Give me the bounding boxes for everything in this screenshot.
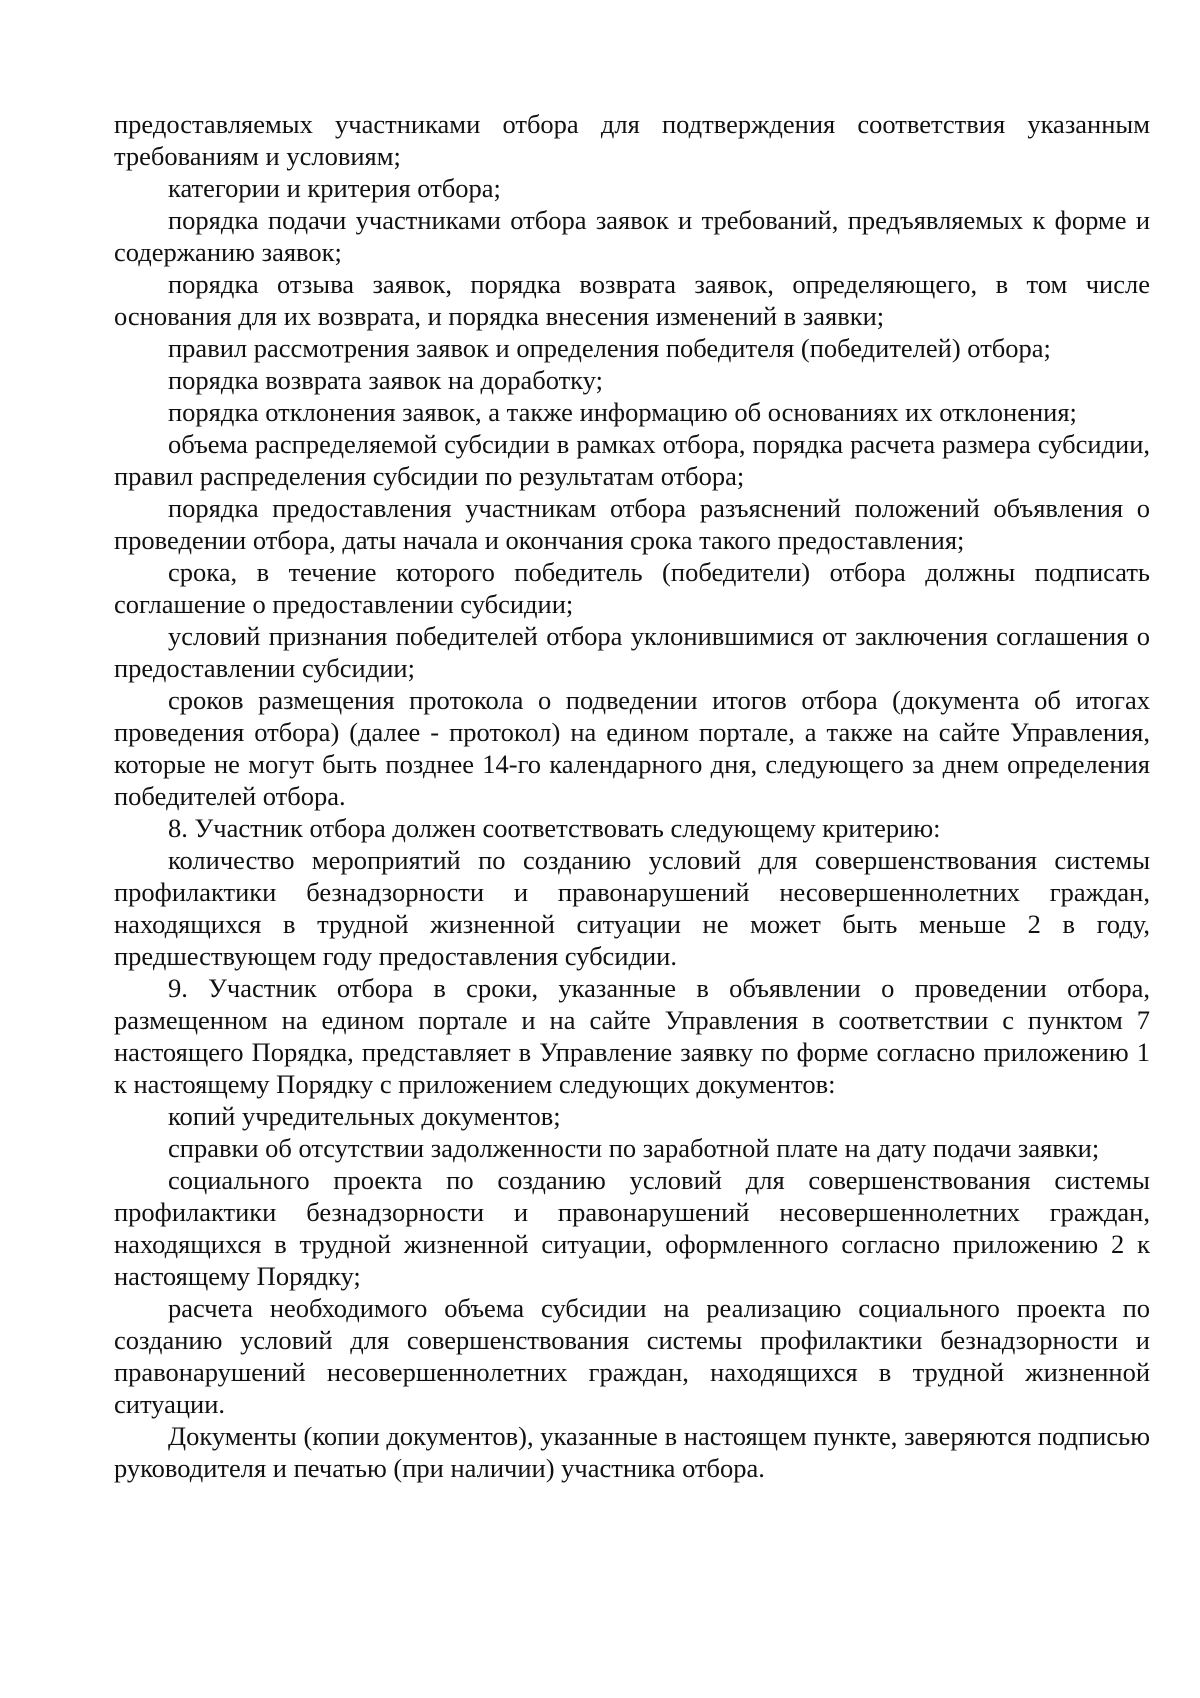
paragraph-application-withdrawal: порядка отзыва заявок, порядка возврата заявок, определяющего, в том числе основания для их возврата, и порядка внесения изменений в заявки; xyxy=(114,269,1150,331)
paragraph-item-9: 9. Участник отбора в сроки, указанные в объявлении о проведении отбора, размещенном на едином портале и на сайте Управления в соответствии с пунктом 7 настоящего Порядка, представляет в Управление заявку по форме согласно приложению 1 к настоящему Порядку с приложением следующих документов: xyxy=(114,973,1150,1099)
paragraph-category-criteria: категории и критерия отбора; xyxy=(168,173,501,203)
paragraph-protocol-deadlines: сроков размещения протокола о подведении итогов отбора (документа об итогах проведения отбора) (далее - протокол) на едином портале, а также на сайте Управления, которые не могут быть позднее 14-го календарного дня, следующего за днем определения победителей отбора. xyxy=(114,685,1150,811)
paragraph-subsidy-calculation: расчета необходимого объема субсидии на реализацию социального проекта по созданию условий для совершенствования системы профилактики безнадзорности и правонарушений несовершеннолетних граждан, находящихся в трудной жизненной ситуации. xyxy=(114,1293,1150,1419)
paragraph-application-submission: порядка подачи участниками отбора заявок и требований, предъявляемых к форме и содержанию заявок; xyxy=(114,205,1150,267)
paragraph-certification: Документы (копии документов), указанные в настоящем пункте, заверяются подписью руководителя и печатью (при наличии) участника отбора. xyxy=(114,1421,1150,1483)
paragraph-clarifications: порядка предоставления участникам отбора разъяснений положений объявления о проведении отбора, даты начала и окончания срока такого предоставления; xyxy=(114,493,1150,555)
paragraph-item-8: 8. Участник отбора должен соответствовать следующему критерию: xyxy=(168,813,941,843)
document-page xyxy=(114,108,1150,1484)
paragraph-evasion-conditions: условий признания победителей отбора уклонившимися от заключения соглашения о предоставлении субсидии; xyxy=(114,621,1150,683)
paragraph-social-project: социального проекта по созданию условий для совершенствования системы профилактики безнадзорности и правонарушений несовершеннолетних граждан, находящихся в трудной жизненной ситуации, оформленного согласно приложению 2 к настоящему Порядку; xyxy=(114,1165,1150,1291)
paragraph-criterion: количество мероприятий по созданию условий для совершенствования системы профилактики безнадзорности и правонарушений несовершеннолетних граждан, находящихся в трудной жизненной ситуации не может быть меньше 2 в году, предшествующем году предоставления субсидии. xyxy=(114,845,1150,971)
paragraph-review-rules: правил рассмотрения заявок и определения победителя (победителей) отбора; xyxy=(168,333,1051,363)
paragraph-subsidy-volume: объема распределяемой субсидии в рамках отбора, порядка расчета размера субсидии, правил распределения субсидии по результатам отбора; xyxy=(114,429,1150,491)
paragraph-return-for-revision: порядка возврата заявок на доработку; xyxy=(168,365,603,395)
paragraph-agreement-deadline: срока, в течение которого победитель (победители) отбора должны подписать соглашение о предоставлении субсидии; xyxy=(114,557,1150,619)
paragraph-founding-documents: копий учредительных документов; xyxy=(168,1101,561,1131)
paragraph-rejection: порядка отклонения заявок, а также информацию об основаниях их отклонения; xyxy=(168,397,1077,427)
paragraph-debt-certificate: справки об отсутствии задолженности по заработной плате на дату подачи заявки; xyxy=(168,1133,1100,1163)
paragraph-continuation: предоставляемых участниками отбора для подтверждения соответствия указанным требованиям и условиям; xyxy=(114,109,1150,171)
